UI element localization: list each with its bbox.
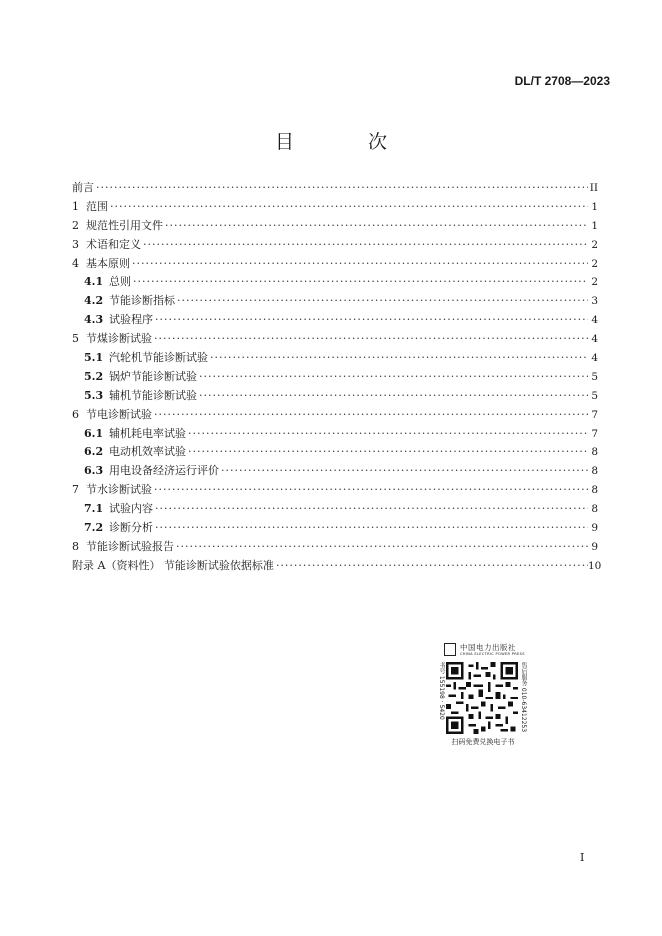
toc-leader-dots [199,389,588,402]
toc-entry-label: 辅机耗电率试验 [109,426,186,440]
toc-entry[interactable] [72,387,598,406]
toc-entry-number: 7.2 [84,521,104,535]
toc-entry-number: 7.1 [84,502,104,516]
page-number: I [580,851,585,864]
toc-entry-number: 5.1 [84,351,104,365]
toc-leader-dots [188,445,588,458]
toc-entry[interactable] [72,481,598,500]
toc-entry-page: 2 [591,257,598,270]
qr-code-icon[interactable] [446,662,518,734]
toc-leader-dots [155,502,588,515]
toc-entry[interactable] [72,179,598,198]
toc-entry-number: 4.3 [84,313,104,327]
toc-leader-dots [155,521,588,534]
toc-entry-label: 附录 A（资料性） 节能诊断试验依据标准 [72,558,274,572]
toc-entry[interactable] [72,500,598,519]
toc-entry[interactable] [72,406,598,425]
toc-entry-label: 节能诊断指标 [109,294,175,308]
publisher-logo [442,642,526,660]
toc-leader-dots [154,332,588,345]
toc-entry[interactable] [72,311,598,330]
toc-entry-page: 1 [591,219,598,232]
toc-entry[interactable] [72,368,598,387]
toc-entry-number: 2 [72,218,79,232]
toc-leader-dots [165,219,588,232]
toc-entry-page: 1 [591,200,598,213]
toc-leader-dots [132,257,588,270]
toc-entry-number: 4 [72,256,79,270]
toc-leader-dots [199,370,588,383]
toc-entry-label: 基本原则 [86,256,130,270]
toc-entry-page: 4 [591,314,598,327]
toc-entry-page: II [589,182,598,194]
toc-entry[interactable] [72,273,598,292]
page-title: 目 次 [274,131,422,153]
toc-entry-number: 4.1 [84,275,104,289]
toc-entry-label: 试验内容 [109,502,153,516]
toc-leader-dots [210,351,588,364]
toc-entry-page: 8 [591,465,598,478]
toc-entry-page: 5 [591,370,598,383]
toc-entry-page: 9 [591,522,598,535]
toc-entry[interactable] [72,519,598,538]
toc-entry-page: 9 [591,540,598,553]
toc-entry-page: 10 [588,559,602,572]
toc-entry-label: 电动机效率试验 [109,445,186,459]
toc-entry[interactable] [72,425,598,444]
toc-entry-label: 总则 [109,275,131,289]
toc-leader-dots [177,294,588,307]
toc-entry-label: 术语和定义 [86,237,141,251]
toc-entry-label: 前言 [72,181,94,194]
toc-entry[interactable] [72,292,598,311]
toc-entry[interactable] [72,557,602,576]
toc-leader-dots [133,275,588,288]
toc-entry-number: 5.2 [84,369,104,383]
toc-entry-page: 8 [591,503,598,516]
toc-entry-page: 5 [591,389,598,402]
toc-entry-page: 3 [591,295,598,308]
toc-entry-label: 规范性引用文件 [86,218,163,232]
toc-entry[interactable] [72,330,598,349]
toc-entry-number: 4.2 [84,294,104,308]
toc-entry-label: 试验程序 [109,313,153,327]
toc-entry-page: 4 [591,352,598,365]
toc-entry-number: 5 [72,332,79,346]
toc-entry-number: 5.3 [84,388,104,402]
book-number: 书号 155198 · 5420 [438,662,445,720]
toc-entry-number: 6 [72,407,79,421]
toc-entry-label: 节能诊断试验报告 [86,539,174,553]
toc-leader-dots [154,408,588,421]
toc-entry-label: 诊断分析 [109,521,153,535]
toc-entry-page: 8 [591,446,598,459]
table-of-contents [72,179,602,576]
toc-entry-label: 节煤诊断试验 [86,332,152,346]
toc-entry[interactable] [72,349,598,368]
toc-leader-dots [155,313,588,326]
toc-entry-label: 锅炉节能诊断试验 [109,369,197,383]
publisher-name-en: CHINA ELECTRIC POWER PRESS [460,652,525,656]
toc-leader-dots [143,238,588,251]
qr-caption: 扫码免费兑换电子书 [451,738,515,746]
toc-entry-page: 8 [591,484,598,497]
toc-entry-label: 节水诊断试验 [86,483,152,497]
toc-entry-label: 节电诊断试验 [86,407,152,421]
toc-leader-dots [221,464,588,477]
toc-entry-page: 7 [591,408,598,421]
toc-entry-page: 4 [591,333,598,346]
toc-entry-label: 范围 [86,199,108,213]
toc-entry-page: 7 [591,427,598,440]
toc-entry-number: 1 [72,199,79,213]
toc-entry-label: 汽轮机节能诊断试验 [109,351,208,365]
toc-entry-label: 用电设备经济运行评价 [109,464,219,478]
toc-entry-page: 2 [591,238,598,251]
qr-code-block [436,642,530,748]
toc-entry[interactable] [72,217,598,236]
publisher-name: 中国电力出版社 [460,643,516,652]
toc-leader-dots [276,559,588,572]
toc-leader-dots [96,181,588,194]
toc-entry-page: 2 [591,276,598,289]
toc-entry-number: 6.3 [84,464,104,478]
toc-leader-dots [176,540,588,553]
standard-code: DL/T 2708—2023 [514,74,610,88]
toc-entry-number: 8 [72,539,79,553]
publisher-logo-icon [444,643,456,656]
toc-entry-number: 7 [72,483,79,497]
toc-entry[interactable] [72,462,598,481]
toc-entry[interactable] [72,538,598,557]
toc-leader-dots [154,483,588,496]
toc-leader-dots [110,200,588,213]
toc-entry[interactable] [72,236,598,255]
toc-entry[interactable] [72,198,598,217]
toc-entry-number: 6.1 [84,426,104,440]
toc-entry-number: 6.2 [84,445,104,459]
toc-entry[interactable] [72,255,598,274]
toc-entry[interactable] [72,443,598,462]
toc-entry-label: 辅机节能诊断试验 [109,388,197,402]
toc-leader-dots [188,427,588,440]
toc-entry-number: 3 [72,237,79,251]
service-number: 售后服务 010-63412253 [520,662,527,733]
